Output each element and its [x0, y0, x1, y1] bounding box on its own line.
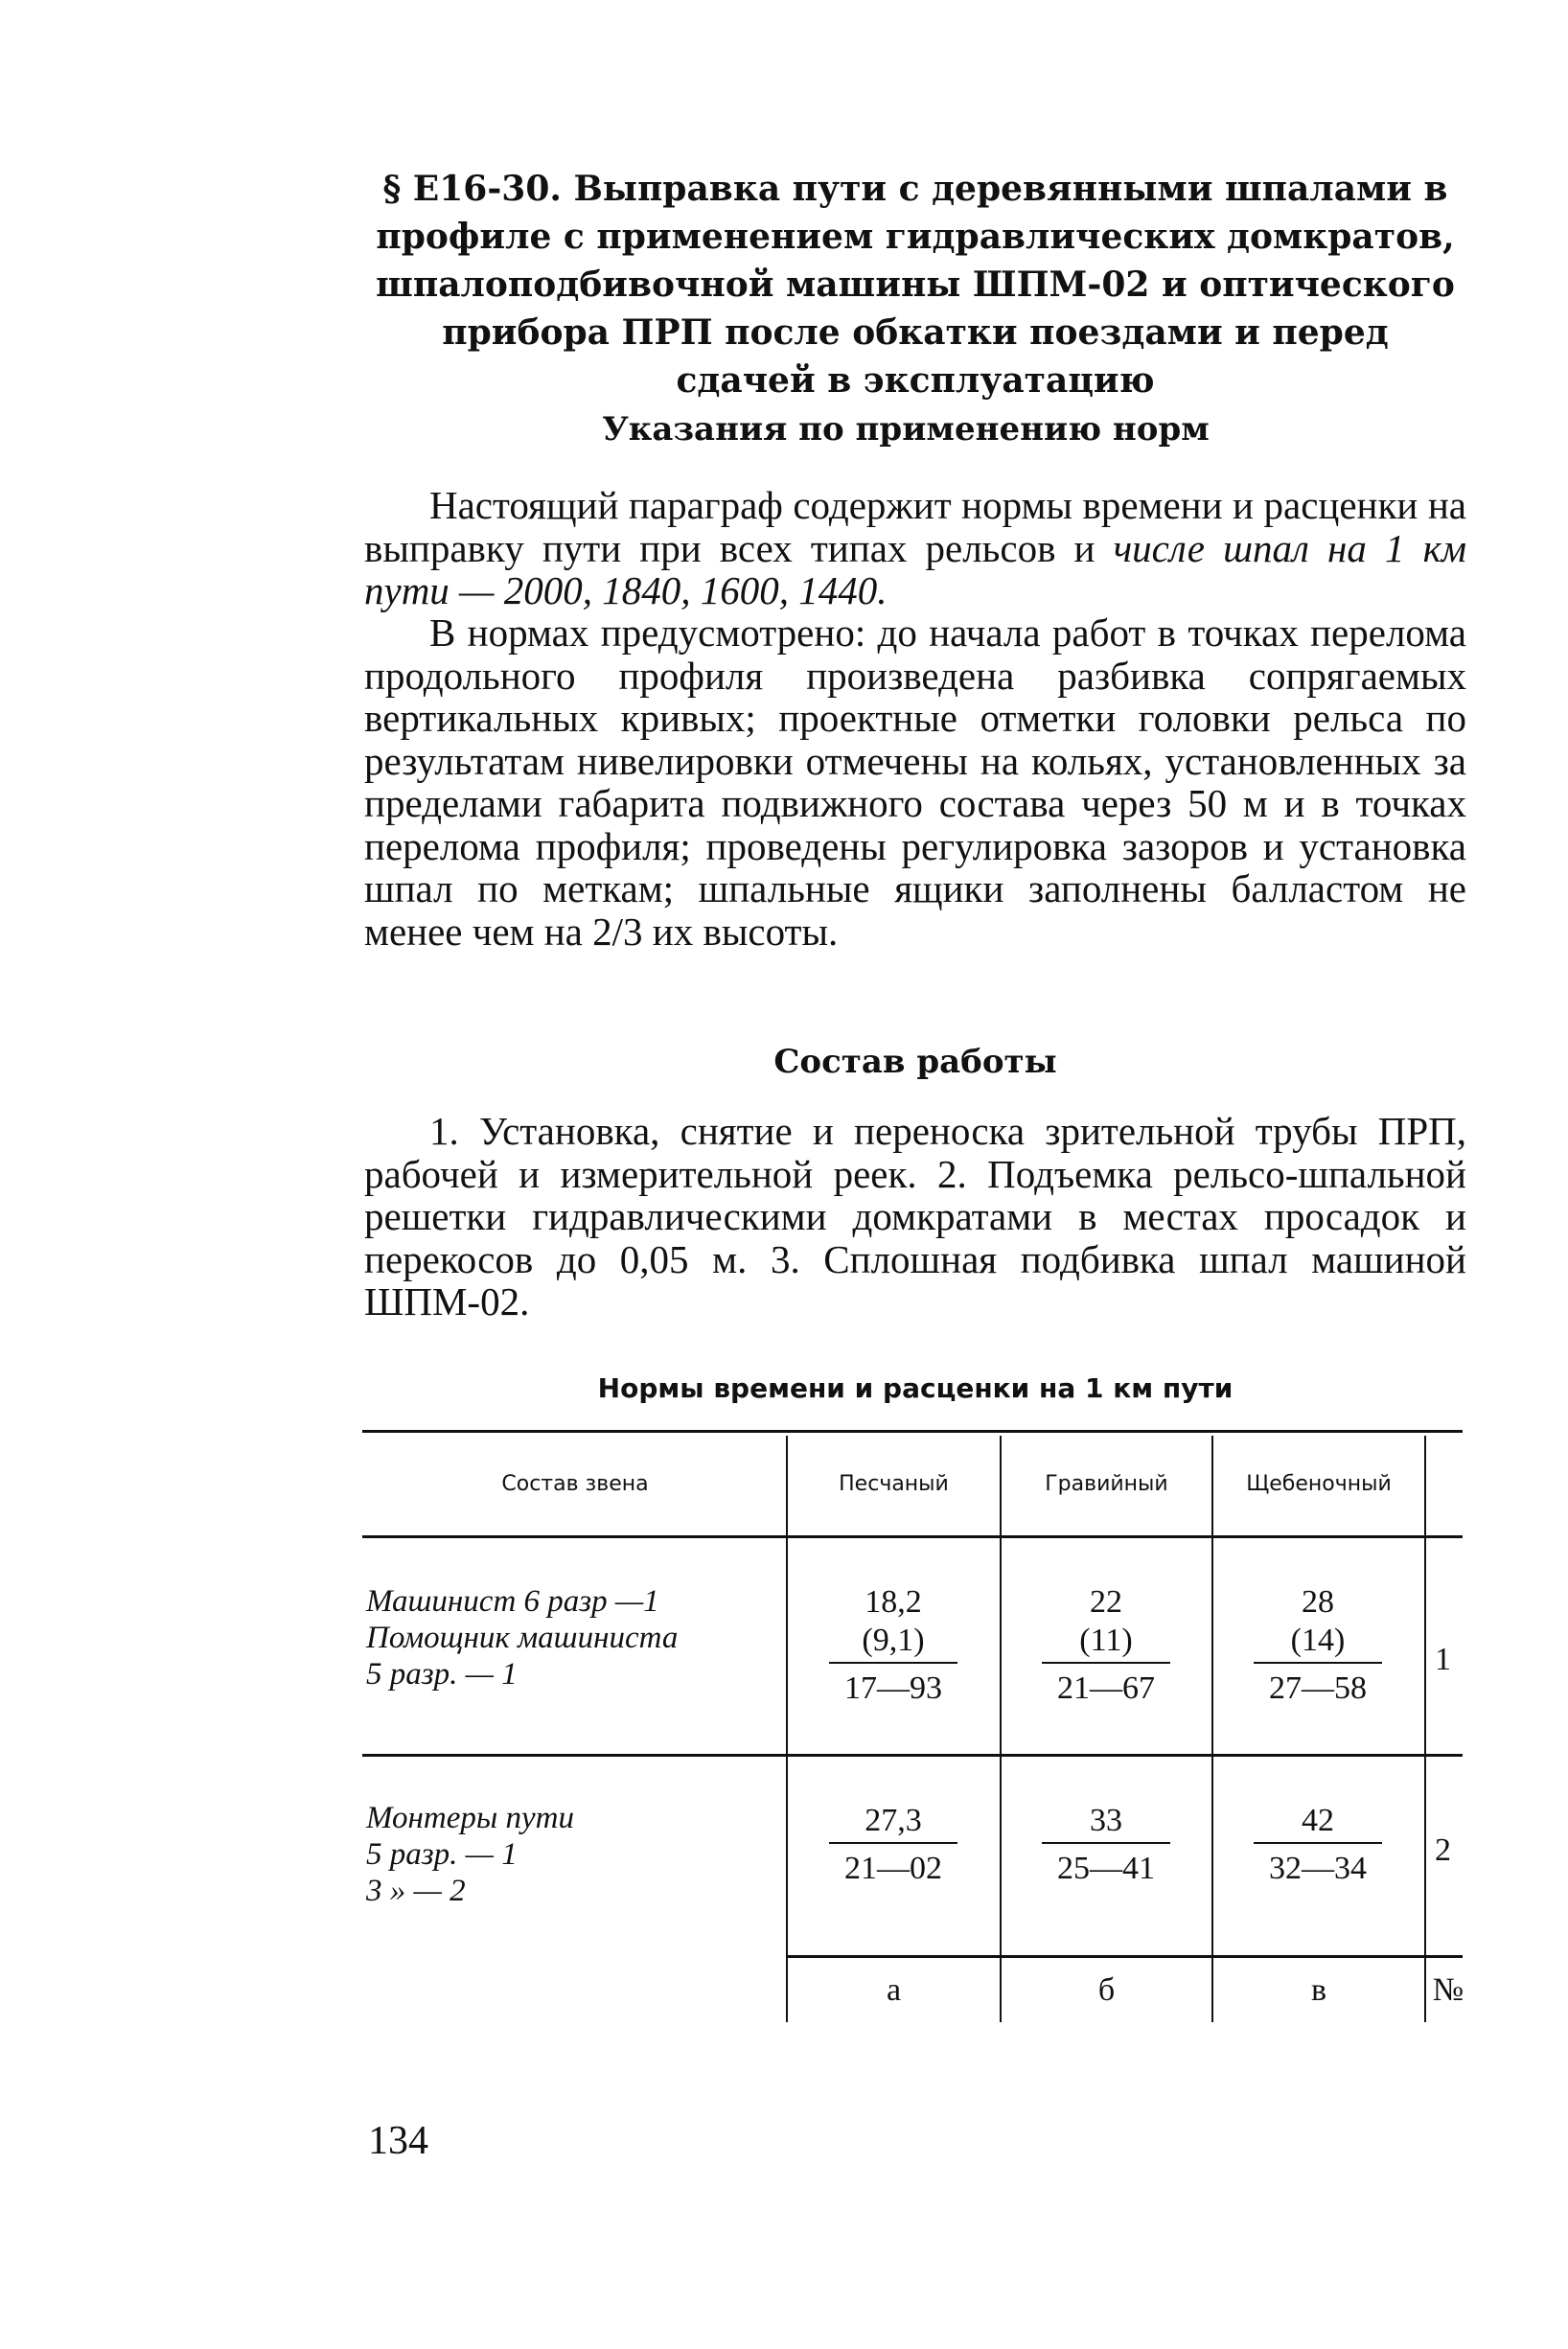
table-caption: Нормы времени и расценки на 1 км пути — [597, 1372, 1234, 1404]
rate: 21—67 — [1057, 1670, 1155, 1706]
usage-heading: Указания по применению норм — [602, 410, 1210, 449]
column-key-number: № — [1432, 1972, 1464, 2008]
row-1-number: 1 — [1435, 1642, 1451, 1677]
crew-line: Монтеры пути — [366, 1801, 574, 1835]
norm-time: 27,3 — [865, 1803, 922, 1838]
header-bottom-rule — [362, 1535, 1463, 1538]
table-row-1-crew — [366, 1583, 678, 1693]
table-row-2-crew — [366, 1800, 574, 1909]
rate: 27—58 — [1269, 1670, 1367, 1706]
fraction-bar — [829, 1662, 957, 1664]
section-title: § Е16-30. Выправка пути с деревянными шпалами в профиле с применением гидравлических домкратов, шпалоподбивочной машины ШПМ-02 и оптического прибора ПРП после обкатки поездами и перед сдачей в эксплуатацию — [376, 169, 1455, 401]
row-2-gravel-value — [1034, 1802, 1178, 1888]
norm-extra: (14) — [1290, 1623, 1346, 1658]
row-2-number: 2 — [1435, 1832, 1451, 1868]
row-2-crushed-value — [1246, 1802, 1390, 1888]
col-divider-1 — [786, 1436, 788, 2022]
rate: 32—34 — [1269, 1851, 1367, 1886]
paragraph-intro-text: Настоящий параграф содержит нормы времени и расценки на выправку пути при всех типах рельсов и — [364, 483, 1466, 570]
table-top-rule — [362, 1430, 1463, 1433]
page-number: 134 — [368, 2119, 428, 2163]
rate: 17—93 — [844, 1670, 942, 1706]
row-1-crushed-value — [1246, 1583, 1390, 1708]
row-1-sand-value — [821, 1583, 965, 1708]
fraction-bar — [1254, 1842, 1382, 1844]
fraction-bar — [1042, 1842, 1170, 1844]
crew-line: 5 разр. — 1 — [366, 1837, 518, 1872]
crew-line: 3 » — 2 — [366, 1874, 466, 1908]
crew-line: Машинист 6 разр —1 — [366, 1584, 659, 1619]
row-2-sand-value — [821, 1802, 965, 1888]
norm-extra: (11) — [1079, 1623, 1133, 1658]
norm-time: 22 — [1090, 1584, 1122, 1620]
norm-time: 42 — [1302, 1803, 1334, 1838]
paragraph-intro-italic: числе шпал на 1 км пути — 2000, 1840, 1600, 1440. — [364, 525, 1466, 612]
rate: 21—02 — [844, 1851, 942, 1886]
header-crushed: Щебеночный — [1246, 1472, 1392, 1496]
norm-extra: (9,1) — [862, 1623, 925, 1658]
key-row-rule — [788, 1955, 1463, 1958]
row-divider-rule — [362, 1754, 1463, 1757]
row-1-gravel-value — [1034, 1583, 1178, 1708]
fraction-bar — [829, 1842, 957, 1844]
crew-line: 5 разр. — 1 — [366, 1657, 518, 1692]
paragraph-provisions: В нормах предусмотрено: до начала работ в точках перелома продольного профиля произведена разбивка сопрягаемых вертикальных кривых; проектные отметки головки рельса по результатам нивелировки отмечены на кольях, установленных за пределами габарита подвижного состава через 50 м и в точках перелома профиля; проведены регулировка зазоров и установка шпал по меткам; шпальные ящики заполнены балластом не менее чем на 2/3 их высоты. — [364, 610, 1466, 954]
header-sand: Песчаный — [839, 1472, 949, 1496]
column-key-b: б — [1097, 1972, 1116, 2008]
norm-time: 28 — [1302, 1584, 1334, 1620]
paragraph-intro — [364, 484, 1466, 612]
col-divider-2 — [1000, 1436, 1002, 2022]
column-key-a: а — [886, 1972, 902, 2008]
norm-time: 33 — [1090, 1803, 1122, 1838]
crew-line: Помощник машиниста — [366, 1621, 679, 1655]
col-divider-4 — [1424, 1436, 1426, 2022]
col-divider-3 — [1211, 1436, 1213, 2022]
work-description: 1. Установка, снятие и переноска зрительной трубы ПРП, рабочей и измерительной реек. 2. Подъемка рельсо-шпальной решетки гидравлическими домкратами в местах просадок и перекосов до 0,05 м. 3. Сплошная подбивка шпал машиной ШПМ-02. — [364, 1109, 1466, 1324]
column-key-c: в — [1310, 1972, 1327, 2008]
fraction-bar — [1042, 1662, 1170, 1664]
fraction-bar — [1254, 1662, 1382, 1664]
norm-time: 18,2 — [865, 1584, 922, 1620]
work-heading: Состав работы — [773, 1043, 1057, 1081]
header-crew: Состав звена — [501, 1472, 649, 1496]
header-gravel: Гравийный — [1045, 1472, 1168, 1496]
rate: 25—41 — [1057, 1851, 1155, 1886]
